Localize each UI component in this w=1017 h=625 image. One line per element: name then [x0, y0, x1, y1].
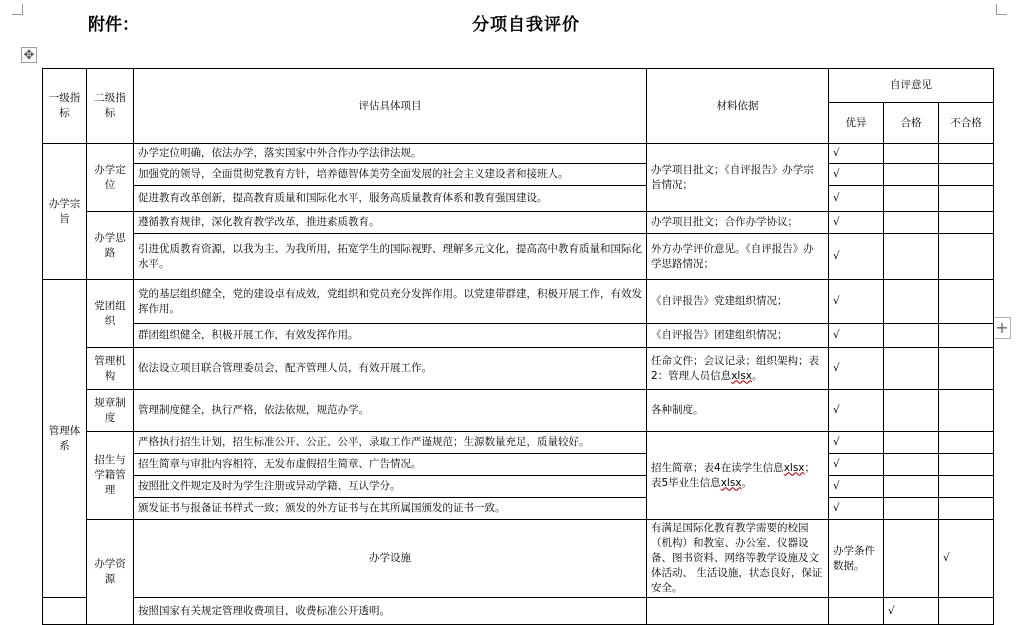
basis-cell [647, 598, 829, 625]
item-cell: 遵循教育规律，深化教育教学改革，推进素质教育。 [134, 212, 647, 234]
check-qualified[interactable] [884, 280, 939, 324]
level2-cell: 规章制度 [87, 390, 134, 432]
basis-text: 任命文件；会议记录；组织架构；表2：管理人员信息 [651, 354, 819, 382]
check-qualified[interactable]: √ [884, 598, 939, 625]
item-cell: 按照批文件规定及时为学生注册或异动学籍、互认学分。 [134, 476, 647, 498]
check-unqualified[interactable] [939, 598, 994, 625]
check-excellent[interactable]: √ [829, 454, 884, 476]
header-level1: 一级指标 [43, 69, 87, 144]
header-unqualified: 不合格 [939, 103, 994, 144]
check-excellent[interactable]: √ [829, 212, 884, 234]
basis-cell: 办学项目批文；《自评报告》办学宗旨情况； [647, 144, 829, 212]
item-cell: 颁发证书与报备证书样式一致；颁发的外方证书与在其所属国颁发的证书一致。 [134, 498, 647, 520]
check-unqualified[interactable] [939, 164, 994, 186]
check-excellent[interactable]: √ [829, 476, 884, 498]
item-cell: 依法设立项目联合管理委员会，配齐管理人员，有效开展工作。 [134, 348, 647, 390]
add-column-icon[interactable]: + [993, 317, 1011, 339]
crop-mark-top-right [996, 4, 1007, 15]
check-qualified[interactable] [884, 164, 939, 186]
check-excellent[interactable]: √ [829, 186, 884, 212]
check-qualified[interactable] [884, 212, 939, 234]
check-excellent[interactable]: √ [829, 164, 884, 186]
check-excellent[interactable]: √ [829, 432, 884, 454]
basis-text: 。 [752, 369, 763, 382]
item-cell: 按照国家有关规定管理收费项目，收费标准公开透明。 [134, 598, 647, 625]
check-excellent[interactable]: √ [829, 234, 884, 280]
header-self-eval: 自评意见 [829, 69, 994, 103]
xlsx-link: xlsx [720, 476, 742, 489]
header-basis: 材料依据 [647, 69, 829, 144]
basis-cell: 外方办学评价意见。《自评报告》办学思路情况； [647, 234, 829, 280]
evaluation-table [42, 68, 994, 625]
item-cell: 促进教育改革创新，提高教育质量和国际化水平，服务高质量教育体系和教育强国建设。 [134, 186, 647, 212]
check-qualified[interactable] [884, 454, 939, 476]
basis-text: 。 [741, 476, 753, 489]
check-excellent[interactable]: √ [829, 498, 884, 520]
page-title: 分项自我评价 [472, 15, 580, 35]
basis-cell: 《自评报告》党建组织情况； [647, 280, 829, 324]
header-level2: 二级指标 [87, 69, 134, 144]
basis-cell: 各种制度。 [647, 390, 829, 432]
check-qualified[interactable] [884, 186, 939, 212]
level2-cell: 管理机构 [87, 348, 134, 390]
item-cell: 党的基层组织健全，党的建设卓有成效，党组织和党员充分发挥作用。以党建带群建，积极开展工作，有效发挥作用。 [134, 280, 647, 324]
check-excellent[interactable]: √ [829, 324, 884, 348]
item-cell: 引进优质教育资源，以我为主、为我所用，拓宽学生的国际视野、理解多元文化，提高高中教育质量和国际化水平。 [134, 234, 647, 280]
check-qualified[interactable] [884, 234, 939, 280]
check-qualified[interactable] [884, 390, 939, 432]
check-unqualified[interactable] [939, 390, 994, 432]
crop-mark-top-left [12, 4, 23, 15]
check-excellent[interactable]: √ [829, 144, 884, 164]
item-cell: 严格执行招生计划，招生标准公开、公正、公平，录取工作严谨规范；生源数量充足，质量较好。 [134, 432, 647, 454]
check-unqualified[interactable] [939, 348, 994, 390]
check-unqualified[interactable] [939, 280, 994, 324]
check-qualified[interactable] [884, 348, 939, 390]
attachment-label: 附件： [88, 15, 139, 35]
level2-cell: 办学思路 [87, 212, 134, 280]
item-cell: 管理制度健全，执行严格，依法依规，规范办学。 [134, 390, 647, 432]
check-excellent[interactable]: √ [829, 390, 884, 432]
level2-cell: 办学定位 [87, 144, 134, 212]
xlsx-link: xlsx [783, 461, 805, 474]
check-qualified[interactable] [884, 476, 939, 498]
item-cell: 办学定位明确，依法办学，落实国家中外合作办学法律法规。 [134, 144, 647, 164]
check-qualified[interactable] [884, 498, 939, 520]
header-qualified: 合格 [884, 103, 939, 144]
item-cell: 招生简章与审批内容相符，无发布虚假招生简章、广告情况。 [134, 454, 647, 476]
level2-cell: 党团组织 [87, 280, 134, 348]
check-unqualified[interactable] [939, 454, 994, 476]
level2-cell [43, 598, 87, 625]
basis-cell: 办学条件数据。 [829, 520, 884, 598]
level2-cell: 招生与学籍管理 [87, 432, 134, 520]
check-qualified[interactable] [884, 432, 939, 454]
check-qualified[interactable] [884, 324, 939, 348]
level1-cell: 办学资源 [87, 520, 134, 625]
level2-cell: 办学设施 [134, 520, 647, 598]
level1-cell: 办学宗旨 [43, 144, 87, 280]
check-unqualified[interactable] [939, 186, 994, 212]
check-unqualified[interactable] [939, 212, 994, 234]
header-items: 评估具体项目 [134, 69, 647, 144]
basis-cell [647, 432, 829, 520]
level1-cell: 管理体系 [43, 280, 87, 598]
item-cell: 有满足国际化教育教学需要的校园（机构）和教室、办公室、仪器设备、图书资料、网络等教学设施及文体活动、 生活设施，状态良好，保证安全。 [647, 520, 829, 598]
basis-cell: 办学项目批文；合作办学协议； [647, 212, 829, 234]
item-cell: 群团组织健全，积极开展工作，有效发挥作用。 [134, 324, 647, 348]
check-excellent[interactable] [884, 520, 939, 598]
table-move-handle-icon[interactable]: ✥ [21, 47, 37, 63]
check-unqualified[interactable] [939, 476, 994, 498]
check-excellent[interactable]: √ [829, 348, 884, 390]
check-unqualified[interactable] [939, 144, 994, 164]
check-unqualified[interactable] [939, 498, 994, 520]
check-unqualified[interactable] [939, 432, 994, 454]
check-qualified[interactable]: √ [939, 520, 994, 598]
check-qualified[interactable] [884, 144, 939, 164]
header-excellent: 优异 [829, 103, 884, 144]
basis-text: ；表5毕业生信息 [651, 461, 816, 489]
basis-text: 招生简章；表4在读学生信息 [651, 461, 784, 474]
basis-cell [647, 348, 829, 390]
check-unqualified[interactable] [939, 234, 994, 280]
xlsx-link: xlsx [731, 369, 753, 382]
item-cell: 加强党的领导，全面贯彻党教育方针，培养德智体美劳全面发展的社会主义建设者和接班人。 [134, 164, 647, 186]
basis-cell: 《自评报告》团建组织情况； [647, 324, 829, 348]
check-excellent[interactable]: √ [829, 280, 884, 324]
check-excellent[interactable] [829, 598, 884, 625]
check-unqualified[interactable] [939, 324, 994, 348]
